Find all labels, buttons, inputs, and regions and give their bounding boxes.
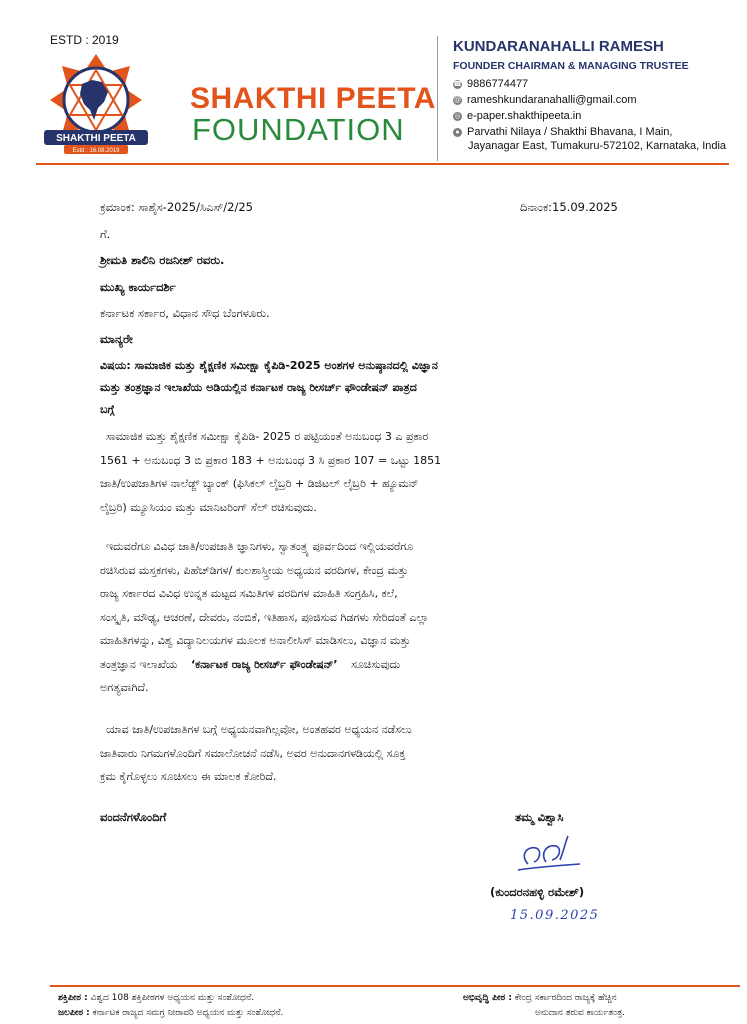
paragraph-line: ಇದುವರೆಗೂ ವಿವಿಧ ಜಾತಿ/ಉಪಜಾತಿ ಜ್ಞಾನಿಗಳು, ಸ್ವಾತಂತ್ರ್ಯ ಪೂರ್ವದಿಂದ ಇಲ್ಲಿಯವರೆಗೂ [106, 540, 414, 553]
subject-line: ಮತ್ತು ತಂತ್ರಜ್ಞಾನ ಇಲಾಖೆಯ ಅಡಿಯಲ್ಲಿನ ಕರ್ನಾಟಕ ರಾಜ್ಯ ರೀಸರ್ಚ್ ಫೌಂಡೇಷನ್ ಪಾತ್ರದ [100, 381, 417, 394]
yours-faithfully: ತಮ್ಮ ವಿಶ್ವಾಸಿ [515, 810, 564, 824]
paragraph-2 [100, 535, 660, 700]
phone-number: 9886774477 [467, 78, 529, 90]
footer-text: ವಿಶ್ವದ 108 ಶಕ್ತಿಪೀಠಗಳ ಅಧ್ಯಯನ ಮತ್ತು ಸಂಶೋಧನೆ. [90, 993, 255, 1003]
paragraph-line [100, 653, 660, 677]
recipient-name: ಶ್ರೀಮತಿ ಶಾಲಿನಿ ರಜನೀಶ್ ರವರು. [100, 253, 225, 267]
footer-label: ಶಕ್ತಿಪೀಠ : [58, 993, 88, 1003]
footer-item-abhivruddhi [463, 993, 617, 1003]
org-name: SHAKTHI PEETA [190, 82, 436, 115]
paragraph-line: ರಾಜ್ಯ ಸರ್ಕಾರದ ವಿವಿಧ ಉನ್ನತ ಮಟ್ಟದ ಸಮಿತಿಗಳ ವರದಿಗಳ ಮಾಹಿತಿ ಸಂಗ್ರಹಿಸಿ, ಕಲೆ, [100, 587, 398, 600]
signatory-name: (ಕುಂದರನಹಳ್ಳಿ ರಮೇಶ್) [490, 885, 585, 899]
shakthi-peeta-logo [36, 50, 168, 162]
svg-text:SHAKTHI PEETA: SHAKTHI PEETA [56, 133, 136, 144]
address-line-1: Parvathi Nilaya / Shakthi Bhavana, I Main, [467, 126, 673, 138]
globe-icon: ◎ [454, 112, 461, 120]
paragraph-1 [100, 425, 660, 519]
recipient-designation: ಮುಖ್ಯ ಕಾರ್ಯದರ್ಶಿ [100, 280, 176, 294]
paragraph-line: ಜಾತಿವಾರು ನಿಗಮಗಳೊಂದಿಗೆ ಸಮಾಲೋಚನೆ ನಡೆಸಿ, ಅವರ ಅನುದಾನಗಳಡಿಯಲ್ಲಿ ಸೂಕ್ತ [100, 746, 406, 760]
paragraph-line: ರಚಿಸಿರುವ ಮಸ್ತಕಗಳು, ಪಿಹೆಚ್‌ಡಿಗಳ/ ಕುಲಶಾಸ್ತ್ರೀಯ ಅಧ್ಯಯನ ವರದಿಗಳ, ಕೇಂದ್ರ ಮತ್ತು [100, 563, 409, 577]
address-line-2: Jayanagar East, Tumakuru-572102, Karnataka, India [468, 140, 727, 152]
org-subtitle: FOUNDATION [192, 112, 405, 147]
address-contact [453, 126, 672, 138]
website-url: e-paper.shakthipeeta.in [467, 110, 582, 122]
email-address: rameshkundaranahalli@gmail.com [467, 94, 637, 106]
recipient-office: ಕರ್ನಾಟಕ ಸರ್ಕಾರ, ವಿಧಾನ ಸೌಧ ಬೆಂಗಳೂರು. [100, 306, 270, 320]
footer-text: ಕರ್ನಾಟಕ ರಾಜ್ಯದ ಸಮಗ್ರ ನೀರಾವರಿ ಅಧ್ಯಯನ ಮತ್ತು ಸಂಶೋಧನೆ. [92, 1008, 284, 1018]
subject-block [100, 355, 660, 421]
paragraph-line: ಲೈಬ್ರರಿ) ಮ್ಯೂಸಿಯಂ ಮತ್ತು ಮಾನಿಟರಿಂಗ್ ಸೆಲ್ ರಚಿಸುವುದು. [100, 500, 317, 514]
paragraph-line: 1561 + ಅನುಬಂಧ 3 ಬಿ ಪ್ರಕಾರ 183 + ಅನುಬಂಧ 3 ಸಿ ಪ್ರಕಾರ 107 = ಒಟ್ಟು 1851 [100, 453, 442, 467]
estd-label: ESTD : 2019 [50, 33, 119, 47]
paragraph-line: ಅಗತ್ಯವಾಗಿದೆ. [100, 681, 149, 694]
paragraph-line: ಮಾಹಿತಿಗಳನ್ನು, ವಿಶ್ವ ವಿದ್ಯಾನಿಲಯಗಳ ಮೂಲಕ ಅನಾಲೀಸಿಸ್ ಮಾಡಿಸಲು, ವಿಜ್ಞಾನ ಮತ್ತು [100, 634, 411, 647]
reference-number: ಕ್ರಮಾಂಕ: ಸಾಶೈಸ-2025/ಸಿಎಸ್/2/25 [100, 200, 253, 214]
handwritten-date: 15.09.2025 [510, 908, 600, 923]
paragraph-line: ಸಂಸ್ಕೃತಿ, ಮೌಢ್ಯ, ಆಚರಣೆ, ದೇವರು, ನಂಬಿಕೆ, ಇತಿಹಾಸ, ಪೂಜಿಸುವ ಗಿಡಗಳು ಸೇರಿದಂತೆ ಎಲ್ಲಾ [100, 610, 429, 624]
email-icon: @ [453, 96, 462, 104]
paragraph-3 [100, 718, 660, 789]
header-rule [36, 163, 729, 165]
website-contact [453, 110, 581, 122]
founder-name: KUNDARANAHALLI RAMESH [453, 38, 664, 55]
foundation-name-highlight: ‘ಕರ್ನಾಟಕ ರಾಜ್ಯ ರೀಸರ್ಚ್ ಫೌಂಡೇಷನ್’ [190, 657, 338, 671]
letter-date: ದಿನಾಂಕ:15.09.2025 [520, 200, 618, 214]
paragraph-line: ಯಾವ ಜಾತಿ/ಉಪಜಾತಿಗಳ ಬಗ್ಗೆ ಅಧ್ಯಯನವಾಗಿಲ್ಲವೋ, ಅಂತಹವರ ಅಧ್ಯಯನ ನಡೆಸಲು [106, 723, 412, 736]
founder-title: FOUNDER CHAIRMAN & MANAGING TRUSTEE [453, 60, 689, 72]
paragraph-text: ಸೂಚಿಸುವುದು [351, 657, 401, 671]
footer-item-jalapeeta [58, 1008, 283, 1018]
closing: ವಂದನೆಗಳೊಂದಿಗೆ [100, 810, 167, 824]
header-divider [437, 36, 438, 161]
subject-line: ಬಗ್ಗೆ [100, 403, 115, 416]
phone-contact [453, 78, 528, 90]
paragraph-line: ಸಾಮಾಜಿಕ ಮತ್ತು ಶೈಕ್ಷಣಿಕ ಸಮೀಕ್ಷಾ ಕೈಪಿಡಿ- 2025 ರ ಪಟ್ಟಿಯಂತೆ ಅನುಬಂಧ 3 ಎ ಪ್ರಕಾರ [106, 430, 429, 443]
paragraph-text: ತಂತ್ರಜ್ಞಾನ ಇಲಾಖೆಯ [100, 657, 178, 671]
footer-label: ಜಲಪೀಠ : [58, 1008, 90, 1018]
phone-icon: ☎ [453, 80, 462, 88]
email-contact [453, 94, 637, 106]
footer-item-shakthipeeta [58, 993, 254, 1003]
subject-line: ವಿಷಯ: ಸಾಮಾಜಿಕ ಮತ್ತು ಶೈಕ್ಷಣಿಕ ಸಮೀಕ್ಷಾ ಕೈಪಿಡಿ-2025 ಅಂಶಗಳ ಅನುಷ್ಠಾನದಲ್ಲಿ ವಿಜ್ಞಾನ [100, 359, 438, 372]
svg-text:Estd : 16.08.2019: Estd : 16.08.2019 [72, 148, 120, 154]
footer-text: ಕೇಂದ್ರ ಸರ್ಕಾರದಿಂದ ರಾಜ್ಯಕ್ಕೆ ಹೆಚ್ಚಿನ [514, 993, 617, 1003]
footer-rule [50, 985, 740, 987]
paragraph-line: ಕ್ರಮ ಕೈಗೊಳ್ಳಲು ಸೂಚಿಸಲು ಈ ಮಾಲಕ ಕೋರಿದೆ. [100, 770, 277, 783]
signature [510, 830, 590, 880]
paragraph-line: ಜಾತಿ/ಉಪಜಾತಿಗಳ ನಾಲೆಡ್ಜ್ ಬ್ಯಾಂಕ್ (ಫಿಸಿಕಲ್ ಲೈಬ್ರರಿ + ಡಿಜಿಟಲ್ ಲೈಬ್ರರಿ + ಹ್ಯೂಮನ್ [100, 477, 419, 490]
to-label: ಗೆ. [100, 227, 111, 241]
location-pin-icon: ● [453, 128, 462, 137]
footer-item-abhivruddhi-cont: ಅನುದಾನ ತರುವ ಕಾರ್ಯತಂತ್ರ. [535, 1008, 625, 1018]
footer-label: ಅಭಿವೃದ್ಧಿ ಪೀಠ : [463, 993, 512, 1003]
salutation: ಮಾನ್ಯರೇ [100, 332, 133, 346]
